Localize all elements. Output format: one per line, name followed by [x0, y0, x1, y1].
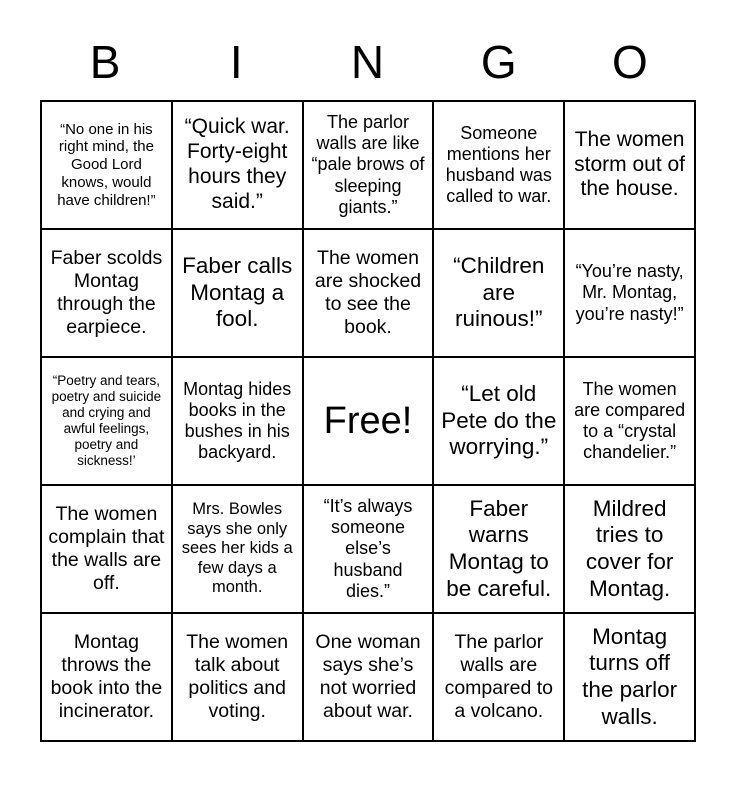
bingo-cell[interactable]: “Poetry and tears, poetry and suicide and crying and awful feelings, poetry and sickness!’ — [42, 358, 173, 486]
bingo-cell[interactable]: Mrs. Bowles says she only sees her kids a few days a month. — [173, 486, 304, 614]
bingo-cell[interactable]: The parlor walls are compared to a volcano. — [434, 614, 565, 742]
bingo-cell[interactable]: “Quick war. Forty-eight hours they said.” — [173, 102, 304, 230]
bingo-grid — [40, 100, 696, 742]
bingo-cell[interactable]: “It’s always someone else’s husband dies.” — [304, 486, 435, 614]
bingo-cell[interactable]: Montag throws the book into the incinerator. — [42, 614, 173, 742]
bingo-cell[interactable]: “Children are ruinous!” — [434, 230, 565, 358]
bingo-cell-free[interactable]: Free! — [304, 358, 435, 486]
bingo-cell[interactable]: One woman says she’s not worried about war. — [304, 614, 435, 742]
bingo-cell[interactable]: “No one in his right mind, the Good Lord knows, would have children!” — [42, 102, 173, 230]
bingo-cell[interactable]: Faber calls Montag a fool. — [173, 230, 304, 358]
bingo-cell[interactable]: Montag hides books in the bushes in his backyard. — [173, 358, 304, 486]
header-letter-b: B — [89, 36, 122, 88]
bingo-cell[interactable]: The women storm out of the house. — [565, 102, 696, 230]
bingo-cell[interactable]: The parlor walls are like “pale brows of sleeping giants.” — [304, 102, 435, 230]
bingo-header — [40, 0, 696, 100]
bingo-cell[interactable]: The women complain that the walls are off. — [42, 486, 173, 614]
bingo-cell[interactable]: “You’re nasty, Mr. Montag, you’re nasty!” — [565, 230, 696, 358]
bingo-cell[interactable]: Montag turns off the parlor walls. — [565, 614, 696, 742]
header-letter-n: N — [350, 36, 386, 88]
bingo-cell[interactable]: Faber scolds Montag through the earpiece. — [42, 230, 173, 358]
header-letter-g: G — [480, 36, 518, 88]
bingo-cell[interactable]: The women are shocked to see the book. — [304, 230, 435, 358]
bingo-cell[interactable]: Someone mentions her husband was called to war. — [434, 102, 565, 230]
bingo-cell[interactable]: The women talk about politics and voting. — [173, 614, 304, 742]
bingo-cell[interactable]: Faber warns Montag to be careful. — [434, 486, 565, 614]
bingo-cell[interactable]: The women are compared to a “crystal chandelier.” — [565, 358, 696, 486]
header-letter-i: I — [229, 36, 244, 88]
header-letter-o: O — [612, 36, 649, 88]
bingo-cell[interactable]: “Let old Pete do the worrying.” — [434, 358, 565, 486]
bingo-cell[interactable]: Mildred tries to cover for Montag. — [565, 486, 696, 614]
